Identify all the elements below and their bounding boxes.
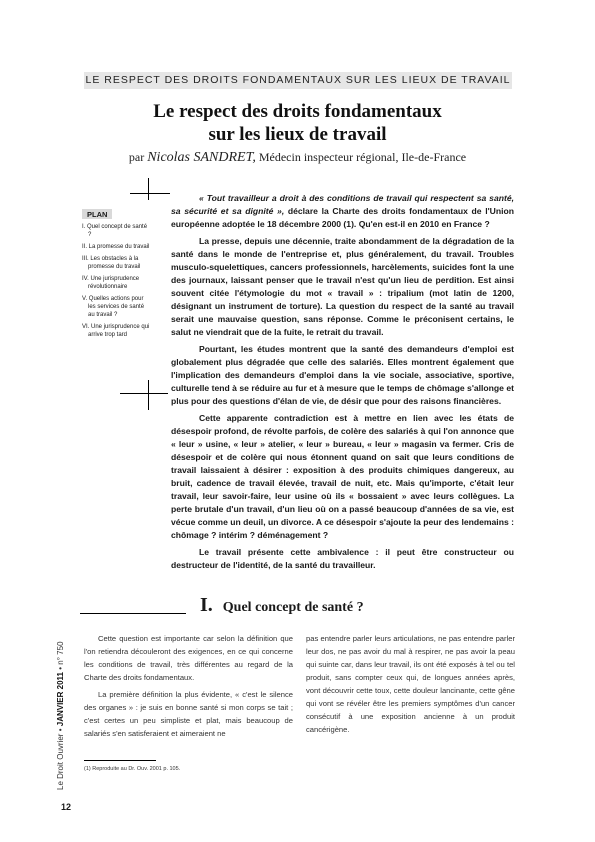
intro-paragraph: Pourtant, les études montrent que la santé des demandeurs d'emploi est globalement plus dégradée que celle des salariés. Elles montrent également que l'implication des demandeurs d'emploi dans la vie sociale, associative, sportive, culturelle tend à se réduire au fur et à mesure que le temps de chômage s'allonge et plus pour des questions d'élan de vie, de désir que pour des raisons financières.	[171, 344, 514, 406]
article-title	[60, 100, 535, 146]
author-name: Nicolas SANDRET,	[147, 150, 256, 165]
section-heading	[200, 594, 364, 617]
body-column-left	[84, 632, 293, 744]
plan-item: III. Les obstacles à la promesse du travail	[82, 256, 141, 270]
running-header: LE RESPECT DES DROITS FONDAMENTAUX SUR LES LIEUX DE TRAVAIL	[84, 72, 512, 89]
body-paragraph: pas entendre parler leurs articulations, ne pas entendre parler leur dos, ne pas avoir du mal à respirer, ne pas avoir la peau qui suinte car, dans leur travail, ils ont été exposés à tel ou tel produit, sans compter ceux qui, de longues années après, vont découvrir cette toux, cette douleur lancinante, cette gêne qui vont se révéler être les premiers symptômes d'un cancer consécutif à une exposition ancienne à un produit cancérigène.	[306, 634, 515, 734]
article-title-line-2: sur les lieux de travail	[208, 124, 387, 145]
intro-paragraph	[171, 192, 514, 231]
body-paragraph: La première définition la plus évidente, « c'est le silence des organes » : je suis en bonne santé si mon corps se tait ; c'est certes un peu simpliste et plat, mais beaucoup de salariés s'en satisferaient et aimeraient ne	[84, 690, 293, 738]
intro-text	[171, 192, 514, 576]
plan-item: VI. Une jurisprudence qui arrive trop tard	[82, 324, 150, 338]
crop-mark	[148, 380, 149, 410]
section-title: Quel concept de santé ?	[222, 600, 364, 615]
issue-date: JANVIER 2011	[56, 671, 65, 727]
section-rule	[80, 613, 186, 614]
byline	[60, 150, 535, 166]
separator: •	[56, 666, 65, 670]
intro-paragraph: Le travail présente cette ambivalence : il peut être constructeur ou destructeur de l'identité, de la santé du travailleur.	[171, 547, 514, 570]
journal-name: Le Droit Ouvrier	[56, 733, 65, 790]
journal-sidebar	[56, 641, 65, 790]
intro-paragraph: La presse, depuis une décennie, traite abondamment de la dégradation de la santé dans le monde de l'entreprise et, plus généralement, du travail. Troubles musculo-squelettiques, cancers professionnels, harcèlements, suicides font la une des journaux, laissant penser que le travail n'est qu'un lieu de perdition. Est ainsi souvent citée l'étymologie du mot « travail » : tripalium (mot latin de 1200, désignant un instrument de torture). La question du respect de la santé au travail serait une mauvaise question, sans réponse. Comme le préconisent certains, le salut ne viendrait que de la fuite, le retrait du travail.	[171, 236, 514, 337]
crop-mark	[148, 178, 149, 200]
plan-item: IV. Une jurisprudence révolutionnaire	[82, 276, 140, 290]
crop-mark	[130, 193, 170, 194]
charter-quote-rest: déclare la Charte des droits fondamentaux de l'Union européenne adoptée le 18 décembre 2000 (1). Qu'en est-il en 2010 en France ?	[171, 206, 514, 229]
article-title-line-1: Le respect des droits fondamentaux	[153, 101, 442, 122]
author-role: Médecin inspecteur régional, Ile-de-France	[258, 150, 467, 164]
body-column-right	[306, 632, 515, 740]
plan-heading: PLAN	[82, 209, 112, 219]
section-number: I.	[200, 594, 213, 616]
footnote: (1) Reproduite au Dr. Ouv. 2001 p. 105.	[84, 766, 181, 772]
intro-paragraph: Cette apparente contradiction est à mettre en lien avec les états de désespoir profond, de révolte parfois, de colère des salariés à qui l'on annonce que « leur » usine, « leur » atelier, « leur » bureau, « leur » magasin va fermer. Cris de désespoir et de colère qui nous étonnent quand on sait que leurs conditions de travail laissaient à désirer : exposition à des produits chimiques dangereux, au bruit, cadence de travail élevée, travail de nuit, etc. Mais qu'importe, c'était leur travail, leur savoir-faire, leur usine où ils « bossaient » avec leurs collègues. La perte brutale d'un travail, d'un lieu où on a passé beaucoup d'années de sa vie, est vécue comme un deuil, un divorce. A ce désespoir s'ajoute la peur des lendemains : chômage ? intérim ? déménagement ?	[171, 413, 514, 540]
plan-item: I. Quel concept de santé ?	[82, 224, 148, 238]
charter-quote: « Tout travailleur a droit à des conditions de travail qui respectent sa santé, sa sécurité et sa dignité »,	[171, 193, 514, 216]
issue-number: n° 750	[56, 641, 65, 665]
plan-item: II. La promesse du travail	[82, 244, 150, 250]
body-paragraph: Cette question est importante car selon la définition que l'on retiendra découleront des exigences, en ce qui concerne les conditions de travail, très différentes au regard de la Charte des droits fondamentaux.	[84, 634, 293, 682]
separator: •	[56, 728, 65, 732]
byline-prefix: par	[128, 150, 145, 164]
plan-item: V. Quelles actions pour les services de santé au travail ?	[82, 296, 145, 318]
crop-mark	[120, 393, 168, 394]
footnote-rule	[84, 760, 156, 761]
plan-sidebar	[82, 204, 152, 343]
page-number: 12	[61, 802, 72, 812]
